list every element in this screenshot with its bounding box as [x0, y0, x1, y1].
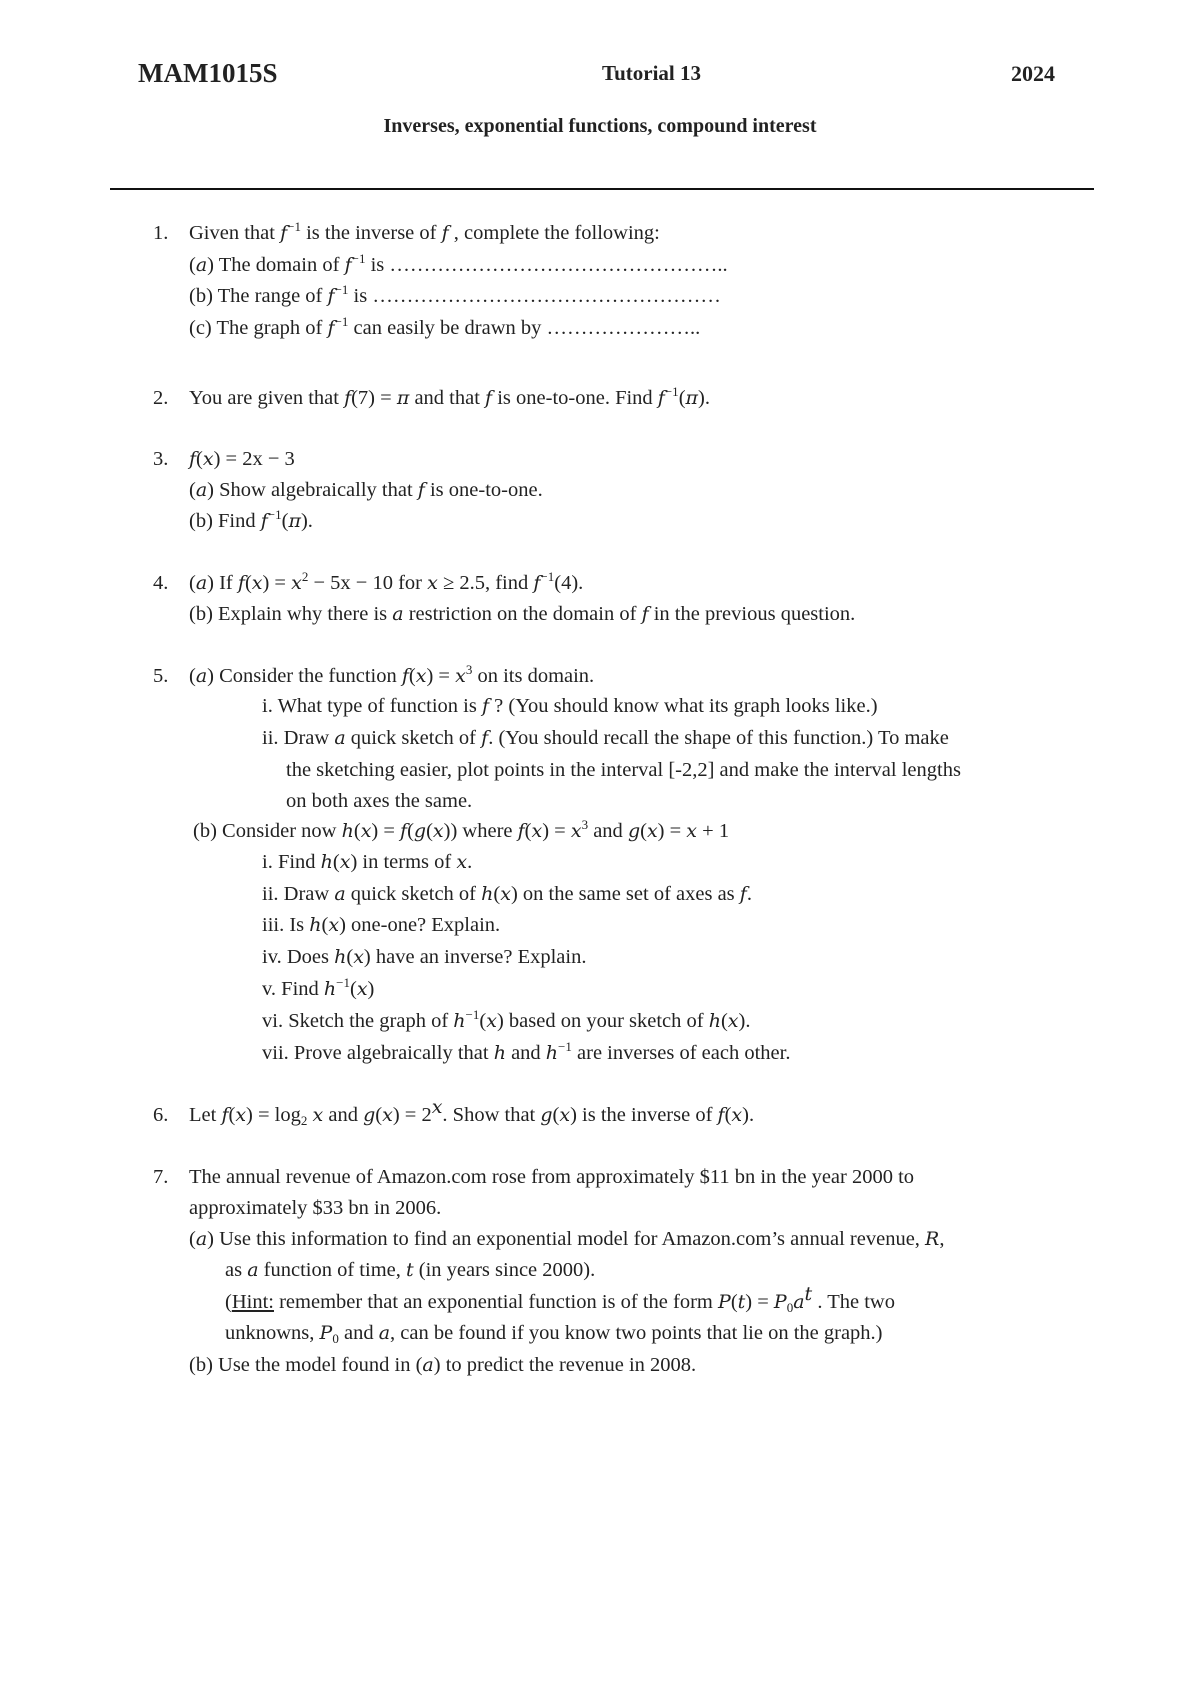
- question-number: 7.: [153, 1166, 169, 1188]
- question-6-line: Let $f(x) = \log_2 x$ and $g(x) = 2^x$. Show that g(x) is the inverse of f(x).: [189, 1096, 755, 1128]
- page-subtitle: Inverses, exponential functions, compound interest: [383, 115, 817, 137]
- question-5-line: i. What type of function is f ? (You should know what its graph looks like.): [262, 695, 878, 717]
- page-header: [0, 58, 1200, 98]
- question-5-line: on both axes the same.: [286, 790, 473, 812]
- question-number: 3.: [153, 448, 169, 470]
- question-2-line: You are given that f(7) = π and that f is one-to-one. Find $f^{-1}(\pi)$.: [189, 384, 710, 409]
- question-7-line: approximately $33 bn in 2006.: [189, 1197, 442, 1219]
- question-number: 5.: [153, 665, 169, 687]
- question-7-line: The annual revenue of Amazon.com rose from approximately $11 bn in the year 2000 to: [189, 1166, 915, 1188]
- question-7-line: (a) Use this information to find an exponential model for Amazon.com’s annual revenue, R,: [189, 1228, 945, 1250]
- question-5-line: (a) Consider the function $f(x) = x^3$ on its domain.: [189, 662, 595, 687]
- question-1-line: (a) The domain of $f^{-1}$ is …………………………………………..: [189, 251, 728, 276]
- question-5-line: (b) Consider now h(x) = f(g(x)) where $f(x) = x^3$ and g(x) = x + 1: [193, 817, 730, 842]
- question-5-line: i. Find h(x) in terms of x.: [262, 851, 473, 873]
- question-5-line: iii. Is h(x) one-one? Explain.: [262, 914, 501, 936]
- question-5-line: ii. Draw a quick sketch of h(x) on the same set of axes as f.: [262, 883, 752, 905]
- question-5-line: the sketching easier, plot points in the interval [-2,2] and make the interval lengths: [286, 759, 961, 781]
- question-7-line: as a function of time, t (in years since 2000).: [225, 1259, 596, 1281]
- year: 2024: [1011, 61, 1055, 86]
- tutorial-title: Tutorial 13: [602, 61, 701, 85]
- question-7-line: (b) Use the model found in (a) to predict the revenue in 2008.: [189, 1354, 697, 1376]
- course-code: MAM1015S: [138, 58, 278, 88]
- question-number: 1.: [153, 222, 169, 244]
- question-7-line: unknowns, $P_0$ and a, can be found if you know two points that lie on the graph.): [225, 1322, 883, 1346]
- question-5-line: vi. Sketch the graph of $h^{-1}(x)$ based on your sketch of h(x).: [262, 1007, 751, 1032]
- question-4-line: (a) If $f(x) = x^2 - 5x - 10$ for x ≥ 2.5, find $f^{-1}(4)$.: [189, 569, 584, 594]
- question-3-line: f(x) = 2x − 3: [189, 448, 295, 470]
- question-1-line: Given that $f^{-1}$ is the inverse of f , complete the following:: [189, 219, 660, 244]
- question-4-line: (b) Explain why there is a restriction on the domain of f in the previous question.: [189, 603, 856, 625]
- question-number: 2.: [153, 387, 169, 409]
- question-5-line: ii. Draw a quick sketch of f. (You should recall the shape of this function.) To make: [262, 727, 949, 749]
- question-5-line: iv. Does h(x) have an inverse? Explain.: [262, 946, 587, 968]
- question-3-line: (a) Show algebraically that f is one-to-one.: [189, 479, 543, 501]
- question-3-line: (b) Find $f^{-1}(\pi)$.: [189, 507, 313, 532]
- question-1-line: (c) The graph of $f^{-1}$ can easily be drawn by …………………..: [189, 314, 701, 339]
- question-number: 4.: [153, 572, 169, 594]
- question-number: 6.: [153, 1104, 169, 1126]
- question-7-line: (Hint: remember that an exponential function is of the form $P(t) = P_0a^t$ . The two: [225, 1283, 895, 1315]
- question-1-line: (b) The range of $f^{-1}$ is ……………………………………………: [189, 282, 721, 307]
- question-5-line: vii. Prove algebraically that h and $h^{-1}$ are inverses of each other.: [262, 1039, 791, 1064]
- question-5-line: v. Find $h^{-1}(x)$: [262, 975, 375, 1000]
- header-divider: [110, 188, 1094, 190]
